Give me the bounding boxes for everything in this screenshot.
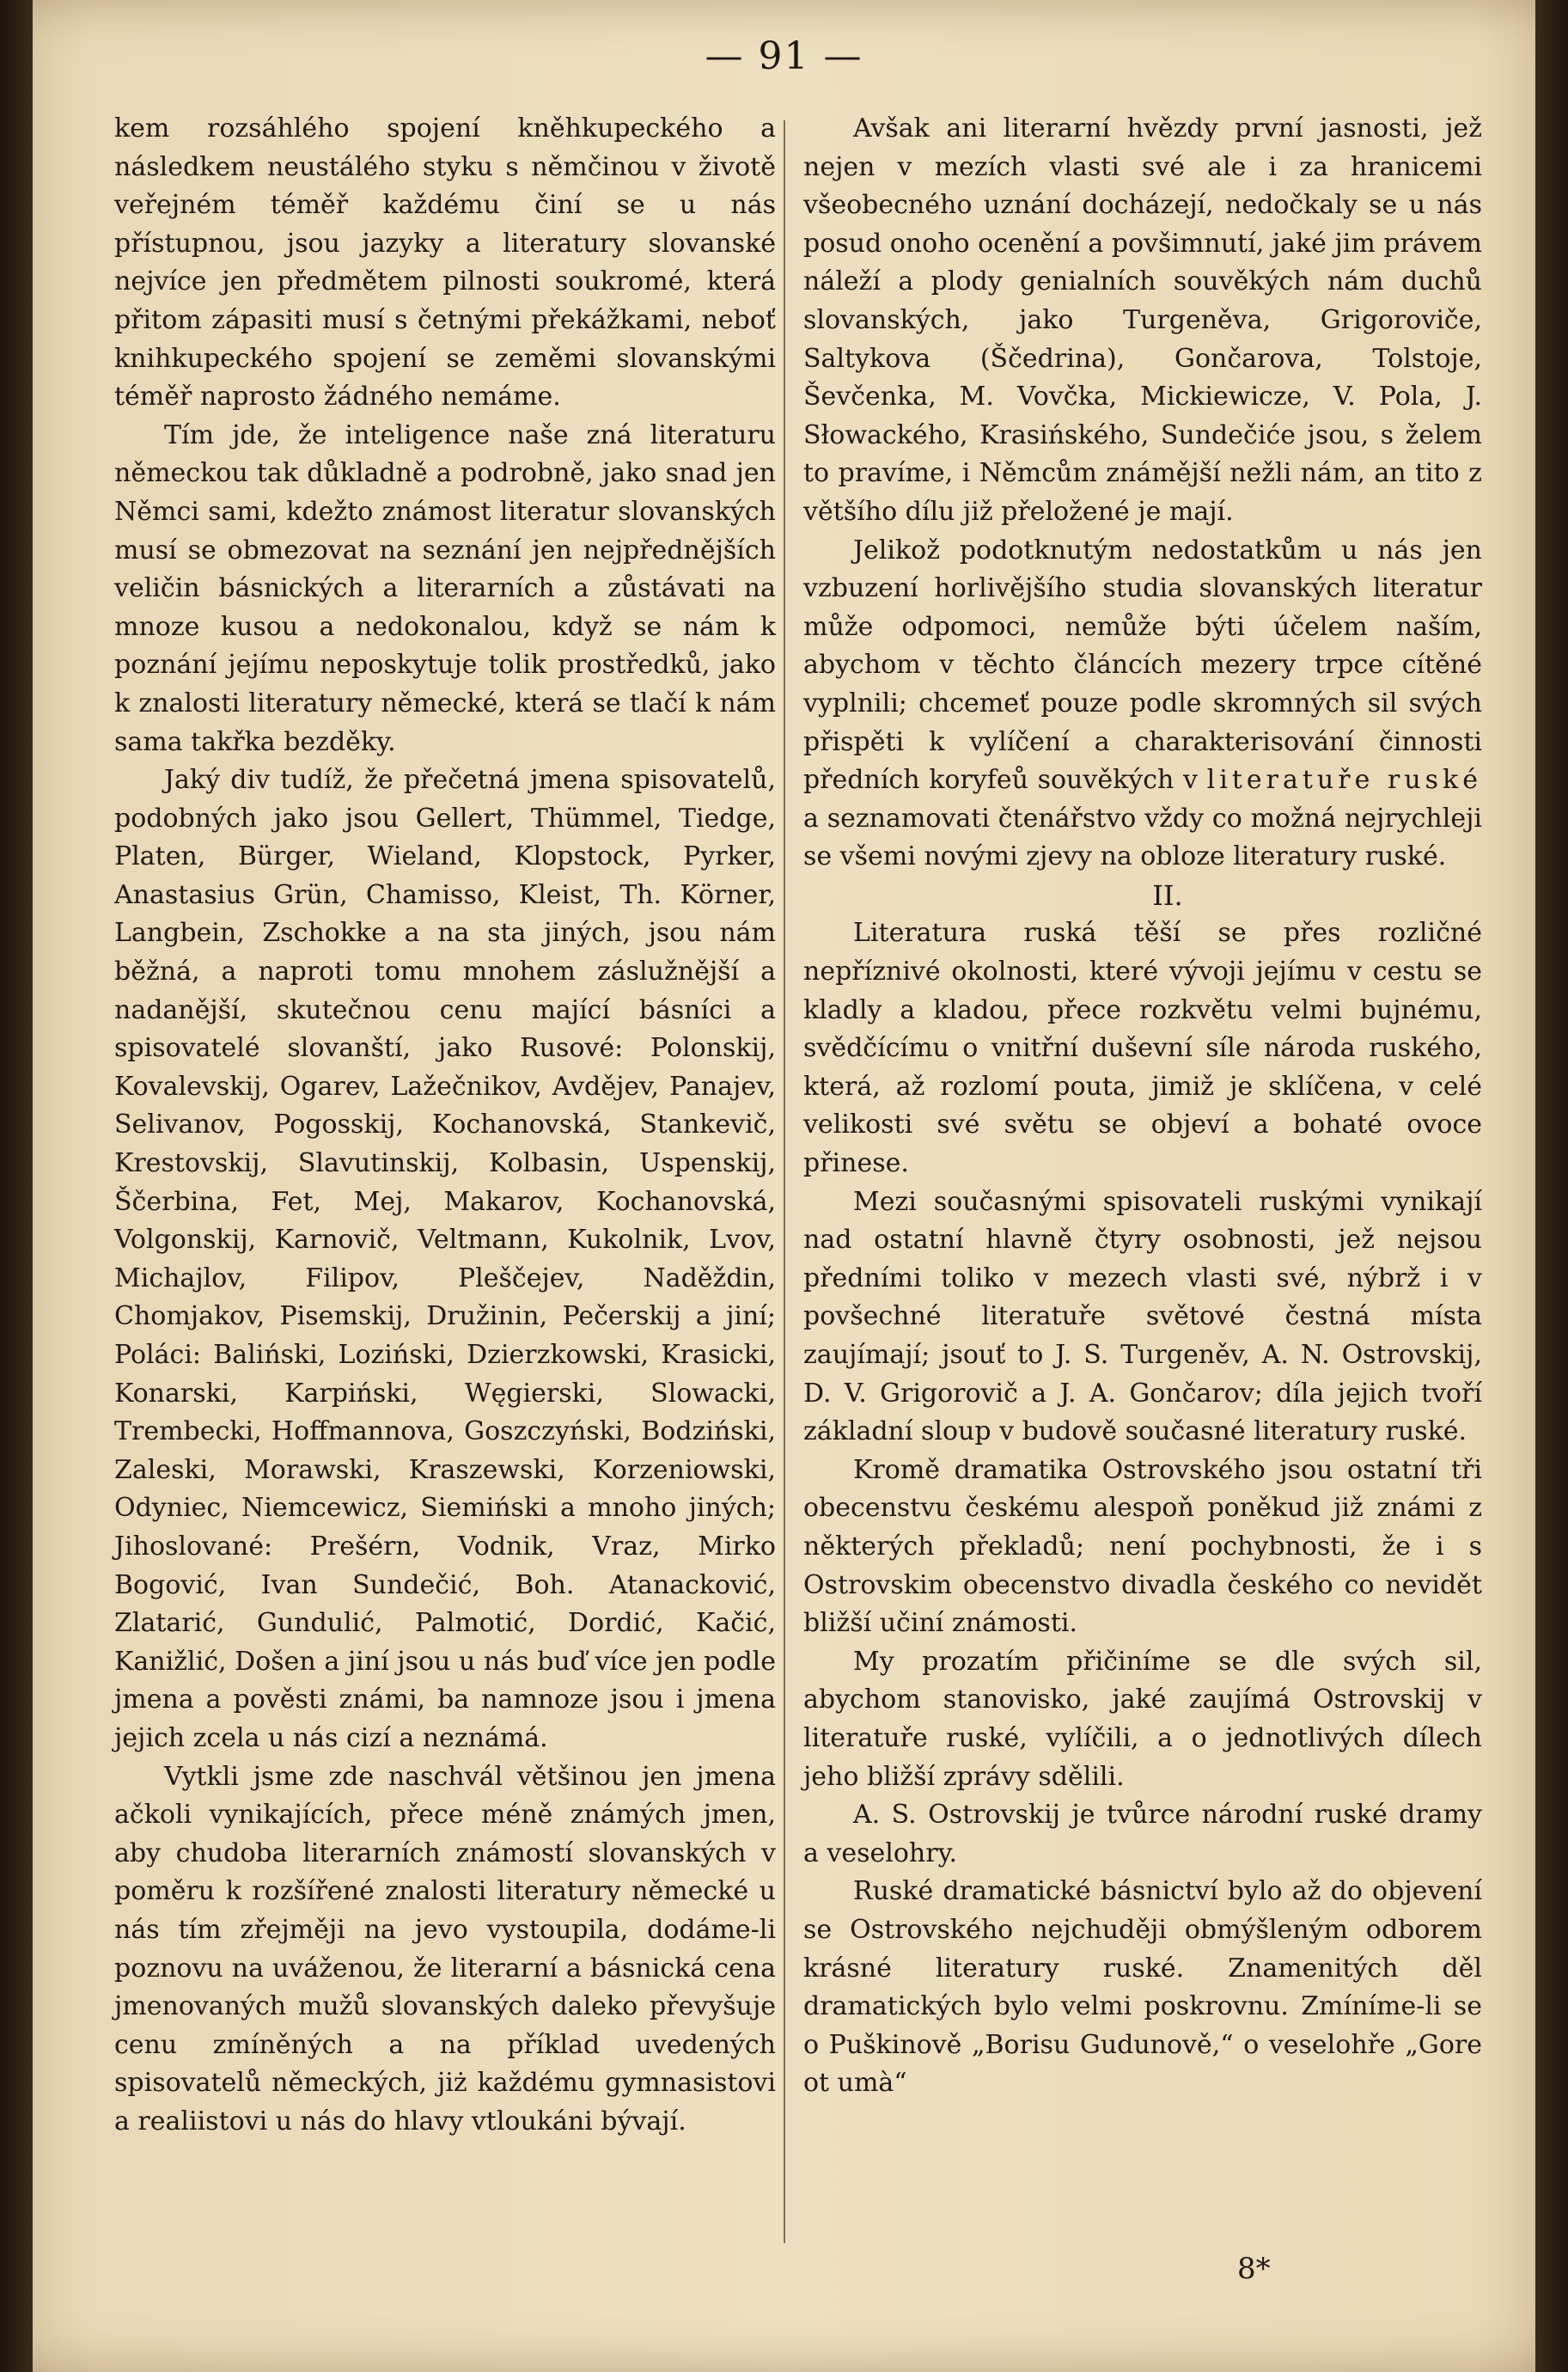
right-column	[803, 110, 1482, 2103]
right-paragraph-3: Literatura ruská těší se přes rozličné nepříznivé okolnosti, které vývoji jejímu v cestu se kladly a kladou, přece rozkvětu velmi bujnému, svědčícímu o vnitřní duševní síle národa ruského, která, až rozlomí pouta, jimiž je sklíčena, v celé velikosti své světu se objeví a bohaté ovoce přinese.	[803, 918, 1482, 1179]
right-paragraph-8: Ruské dramatické básnictví bylo až do objevení se Ostrovského nejchuději obmýšleným odborem krásné literatury ruské. Znamenitých děl dramatických bylo velmi poskrovnu. Zmíníme-li se o Puškinově „Borisu Gudunově,“ o veselohře „Gore ot umà“	[803, 1876, 1482, 2099]
page-edge-left	[0, 0, 33, 2372]
right-paragraph-2-end: a seznamovati čtenářstvo vždy co možná nejrychleji se všemi novými zjevy na obloze literatury ruské.	[803, 803, 1482, 872]
right-paragraph-6: My prozatím přičiníme se dle svých sil, abychom stanovisko, jaké zaujímá Ostrovskij v literatuře ruské, vylíčili, a o jednotlivých dílech jeho bližší zprávy sdělili.	[803, 1646, 1482, 1792]
right-paragraph-2-start: Jelikož podotknutým nedostatkům u nás jen vzbuzení horlivějšího studia slovanských literatur může odpomoci, nemůže býti účelem naším, abychom v těchto článcích mezery trpce cítěné vyplnili; chcemeť pouze podle skromných sil svých přispěti k vylíčení a charakterisování činnosti předních koryfeů souvěkých v	[803, 535, 1482, 796]
printer-signature: 8*	[1237, 2252, 1271, 2286]
left-column	[114, 110, 776, 2141]
left-paragraph-3: Jaký div tudíž, že přečetná jmena spisovatelů, podobných jako jsou Gellert, Thümmel, Tiedge, Platen, Bürger, Wieland, Klopstock, Pyrker, Anastasius Grün, Chamisso, Kleist, Th. Körner, Langbein, Zschokke a na sta jiných, jsou nám běžná, a naproti tomu mnohem záslužnější a nadanější, skutečnou cenu mající básníci a spisovatelé slovanští, jako Rusové: Polonskij, Kovalevskij, Ogarev, Lažečnikov, Avdějev, Panajev, Selivanov, Pogosskij, Kochanovská, Stankevič, Krestovskij, Slavutinskij, Kolbasin, Uspenskij, Ščerbina, Fet, Mej, Makarov, Kochanovská, Volgonskij, Karnovič, Veltmann, Kukolnik, Lvov, Michajlov, Filipov, Pleščejev, Naděždin, Chomjakov, Pisemskij, Družinin, Pečerskij a jiní; Poláci: Baliński, Loziński, Dzierzkowski, Krasicki, Konarski, Karpiński, Węgierski, Slowacki, Trembecki, Hoffmannova, Goszczyński, Bodziński, Zaleski, Morawski, Kraszewski, Korzeniowski, Odyniec, Niemcewicz, Siemiński a mnoho jiných; Jihoslované: Prešérn, Vodnik, Vraz, Mirko Bogović, Ivan Sundečić, Boh. Atanacković, Zlatarić, Gundulić, Palmotić, Dordić, Kačić, Kanižlić, Došen a jiní jsou u nás buď více jen podle jmena a pověsti známi, ba namnoze jsou i jmena jejich zcela u nás cizí a neznámá.	[114, 765, 776, 1753]
emphasis-literatura-ruska: literatuře ruské	[1206, 765, 1482, 796]
right-paragraph-1: Avšak ani literarní hvězdy první jasnosti, jež nejen v mezích vlasti své ale i za hranicemi všeobecného uznání docházejí, nedočkaly se u nás posud onoho ocenění a povšimnutí, jaké jim právem náleží a plody genialních souvěkých nám duchů slovanských, jako Turgeněva, Grigoroviče, Saltykova (Ščedrina), Gončarova, Tolstoje, Ševčenka, M. Vovčka, Mickiewicze, V. Pola, J. Słowackého, Krasińského, Sundečiće jsou, s želem to pravíme, i Němcům známější nežli nám, an tito z většího dílu již přeložené je mají.	[803, 113, 1482, 527]
page-number: — 91 —	[705, 34, 863, 78]
left-paragraph-4: Vytkli jsme zde naschvál většinou jen jmena ačkoli vynikajících, přece méně známých jmen, aby chudoba literarních známostí slovanských v poměru k rozšířené znalosti literatury německé u nás tím zřejměji na jevo vystoupila, dodáme-li poznovu na uváženou, že literarní a básnická cena jmenovaných mužů slovanských daleko převyšuje cenu zmíněných a na příklad uvedených spisovatelů německých, jiż každému gymnasistovi a realiistovi u nás do hlavy vtloukáni bývají.	[114, 1761, 776, 2137]
page-edge-right	[1535, 0, 1568, 2372]
left-paragraph-2: Tím jde, že inteligence naše zná literaturu německou tak důkladně a podrobně, jako snad jen Němci sami, kdežto známost literatur slovanských musí se obmezovat na seznání jen nejpřednějších veličin básnických a literarních a zůstávati na mnoze kusou a nedokonalou, když se nám k poznání jejímu neposkytuje tolik prostředků, jako k znalosti literatury německé, která se tlačí k nám sama takřka bezděky.	[114, 419, 776, 757]
right-paragraph-7: A. S. Ostrovskij je tvůrce národní ruské dramy a veselohry.	[803, 1800, 1482, 1868]
right-paragraph-5: Kromě dramatika Ostrovského jsou ostatní tři obecenstvu českému alespoň poněkud již známi z některých překladů; není pochybnosti, že i s Ostrovskim obecenstvo divadla českého co nevidět bližší učiní známosti.	[803, 1454, 1482, 1639]
left-paragraph-1: kem rozsáhlého spojení kněhkupeckého a následkem neustálého styku s němčinou v životě veřejném téměř každému činí se u nás přístupnou, jsou jazyky a literatury slovanské nejvíce jen předmětem pilnosti soukromé, která přitom zápasiti musí s četnými překážkami, neboť knihkupeckého spojení se zeměmi slovanskými téměř naprosto žádného nemáme.	[114, 113, 776, 413]
section-heading: II.	[1152, 878, 1183, 912]
right-paragraph-2	[803, 532, 1482, 877]
right-paragraph-4: Mezi současnými spisovateli ruskými vynikají nad ostatní hlavně čtyry osobnosti, jež nejsou předními toliko v mezech vlasti své, nýbrž i v povšechné literatuře světové čestná místa zaujímají; jsouť to J. S. Turgeněv, A. N. Ostrovskij, D. V. Grigorovič a J. A. Gončarov; díla jejich tvoří základní sloup v budově současné literatury ruské.	[803, 1186, 1482, 1447]
column-divider	[784, 120, 785, 2243]
